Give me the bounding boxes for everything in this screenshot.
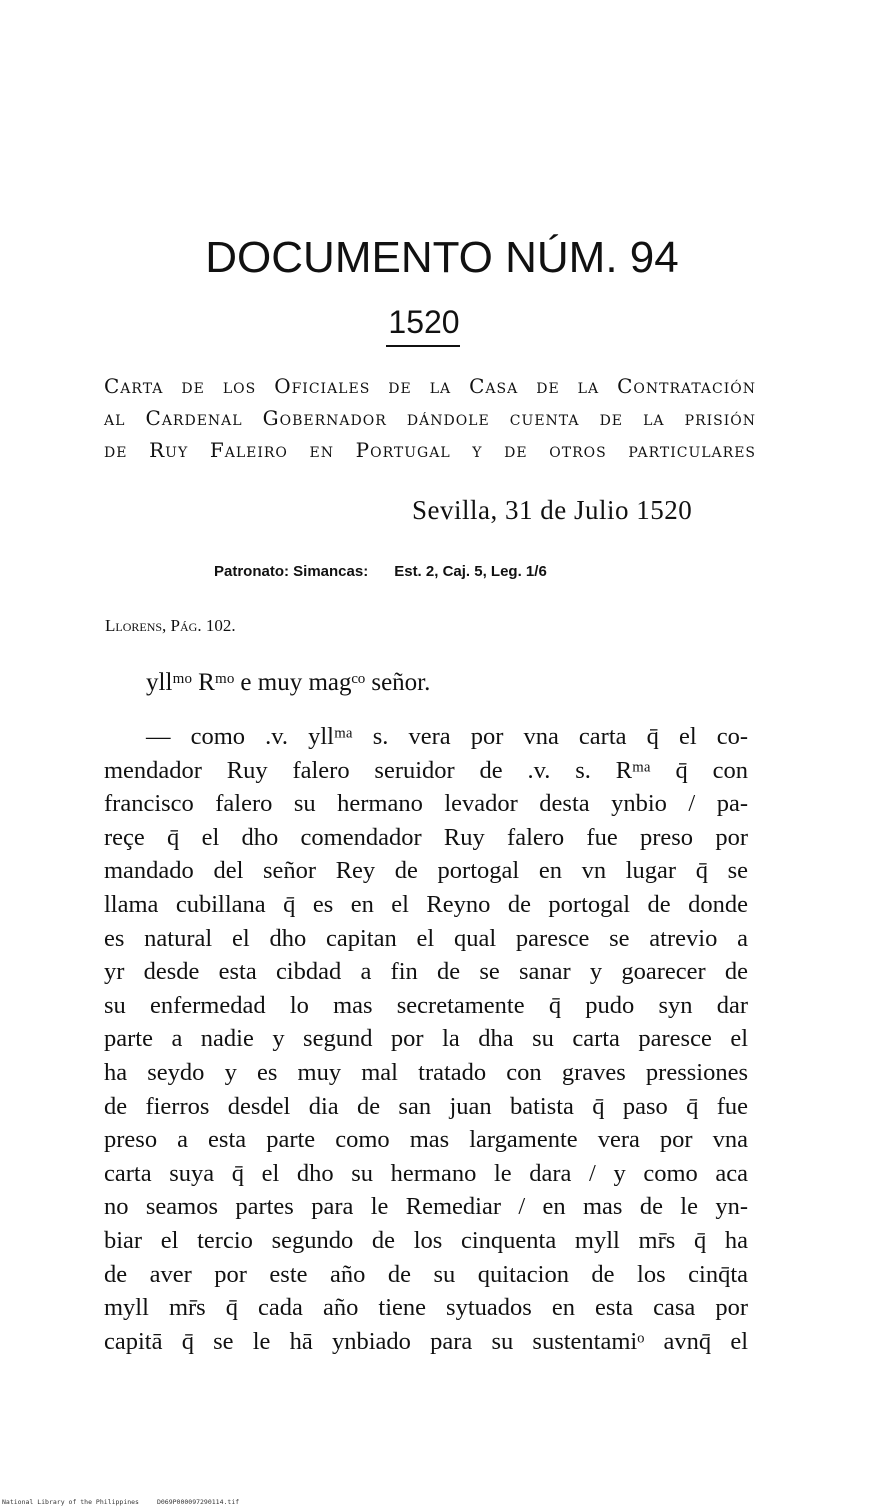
body-line: biar el tercio segundo de los cinquenta myll mr̄s q̄ ha — [104, 1226, 748, 1254]
body-line: parte a nadie y segund por la dha su carta paresce el — [104, 1025, 748, 1053]
document-year: 1520 — [388, 304, 460, 340]
body-line: de aver por este año de su quitacion de los cinq̄ta — [104, 1260, 748, 1288]
body-line: ha seydo y es muy mal tratado con graves pressiones — [104, 1058, 748, 1086]
file-id: D069P000097290114.tif — [156, 1498, 240, 1506]
archive-location: Est. 2, Caj. 5, Leg. 1/6 — [394, 563, 547, 580]
body-line: su enfermedad lo mas secretamente q̄ pudo syn dar — [104, 991, 748, 1019]
heading-line: al Cardenal Gobernador dándole cuenta de la prisión — [104, 406, 756, 430]
body-line: de fierros desdel dia de san juan batista q̄ paso q̄ fue — [104, 1092, 748, 1120]
body-line: francisco falero su hermano levador desta ynbio / pa- — [104, 790, 748, 818]
scan-footer — [2, 1498, 239, 1506]
body-line: capitā q̄ se le hā ynbiado para su sustentamiᵒ avnq̄ el — [104, 1327, 748, 1355]
library-name: National Library of the Philippines — [2, 1498, 139, 1506]
body-line: es natural el dho capitan el qual paresce se atrevio a — [104, 924, 748, 952]
document-title: DOCUMENTO NÚM. 94 — [205, 233, 679, 282]
year-underline — [386, 345, 460, 347]
salutation: yllᵐᵒ Rᵐᵒ e muy magᶜᵒ señor. — [146, 669, 431, 696]
body-line: myll mr̄s q̄ cada año tiene sytuados en esta casa por — [104, 1294, 748, 1322]
document-heading — [104, 370, 756, 466]
letter-body — [104, 720, 748, 1358]
body-line: no seamos partes para le Remediar / en mas de le yn- — [104, 1193, 748, 1221]
archive-source: Patronato: Simancas: — [214, 563, 369, 580]
body-line: llama cubillana q̄ es en el Reyno de portogal de donde — [104, 890, 748, 918]
body-line: mendador Ruy falero seruidor de .v. s. Rᵐᵃ q̄ con — [104, 756, 748, 784]
heading-line: Carta de los Oficiales de la Casa de la Contratación — [104, 374, 756, 398]
body-line: yr desde esta cibdad a fin de se sanar y goarecer de — [104, 958, 748, 986]
heading-line: de Ruy Faleiro en Portugal y de otros particulares — [104, 438, 756, 462]
place-date: Sevilla, 31 de Julio 1520 — [412, 495, 693, 525]
body-line: carta suya q̄ el dho su hermano le dara / y como aca — [104, 1159, 748, 1187]
body-line: reçe q̄ el dho comendador Ruy falero fue preso por — [104, 823, 748, 851]
body-line: mandado del señor Rey de portogal en vn lugar q̄ se — [104, 857, 748, 885]
archive-reference — [214, 560, 547, 584]
bibliographic-reference: Llorens, Pág. 102. — [105, 616, 236, 635]
body-line: preso a esta parte como mas largamente vera por vna — [104, 1126, 748, 1154]
body-line: — como .v. yllᵐᵃ s. vera por vna carta q̄ el co- — [146, 723, 748, 750]
